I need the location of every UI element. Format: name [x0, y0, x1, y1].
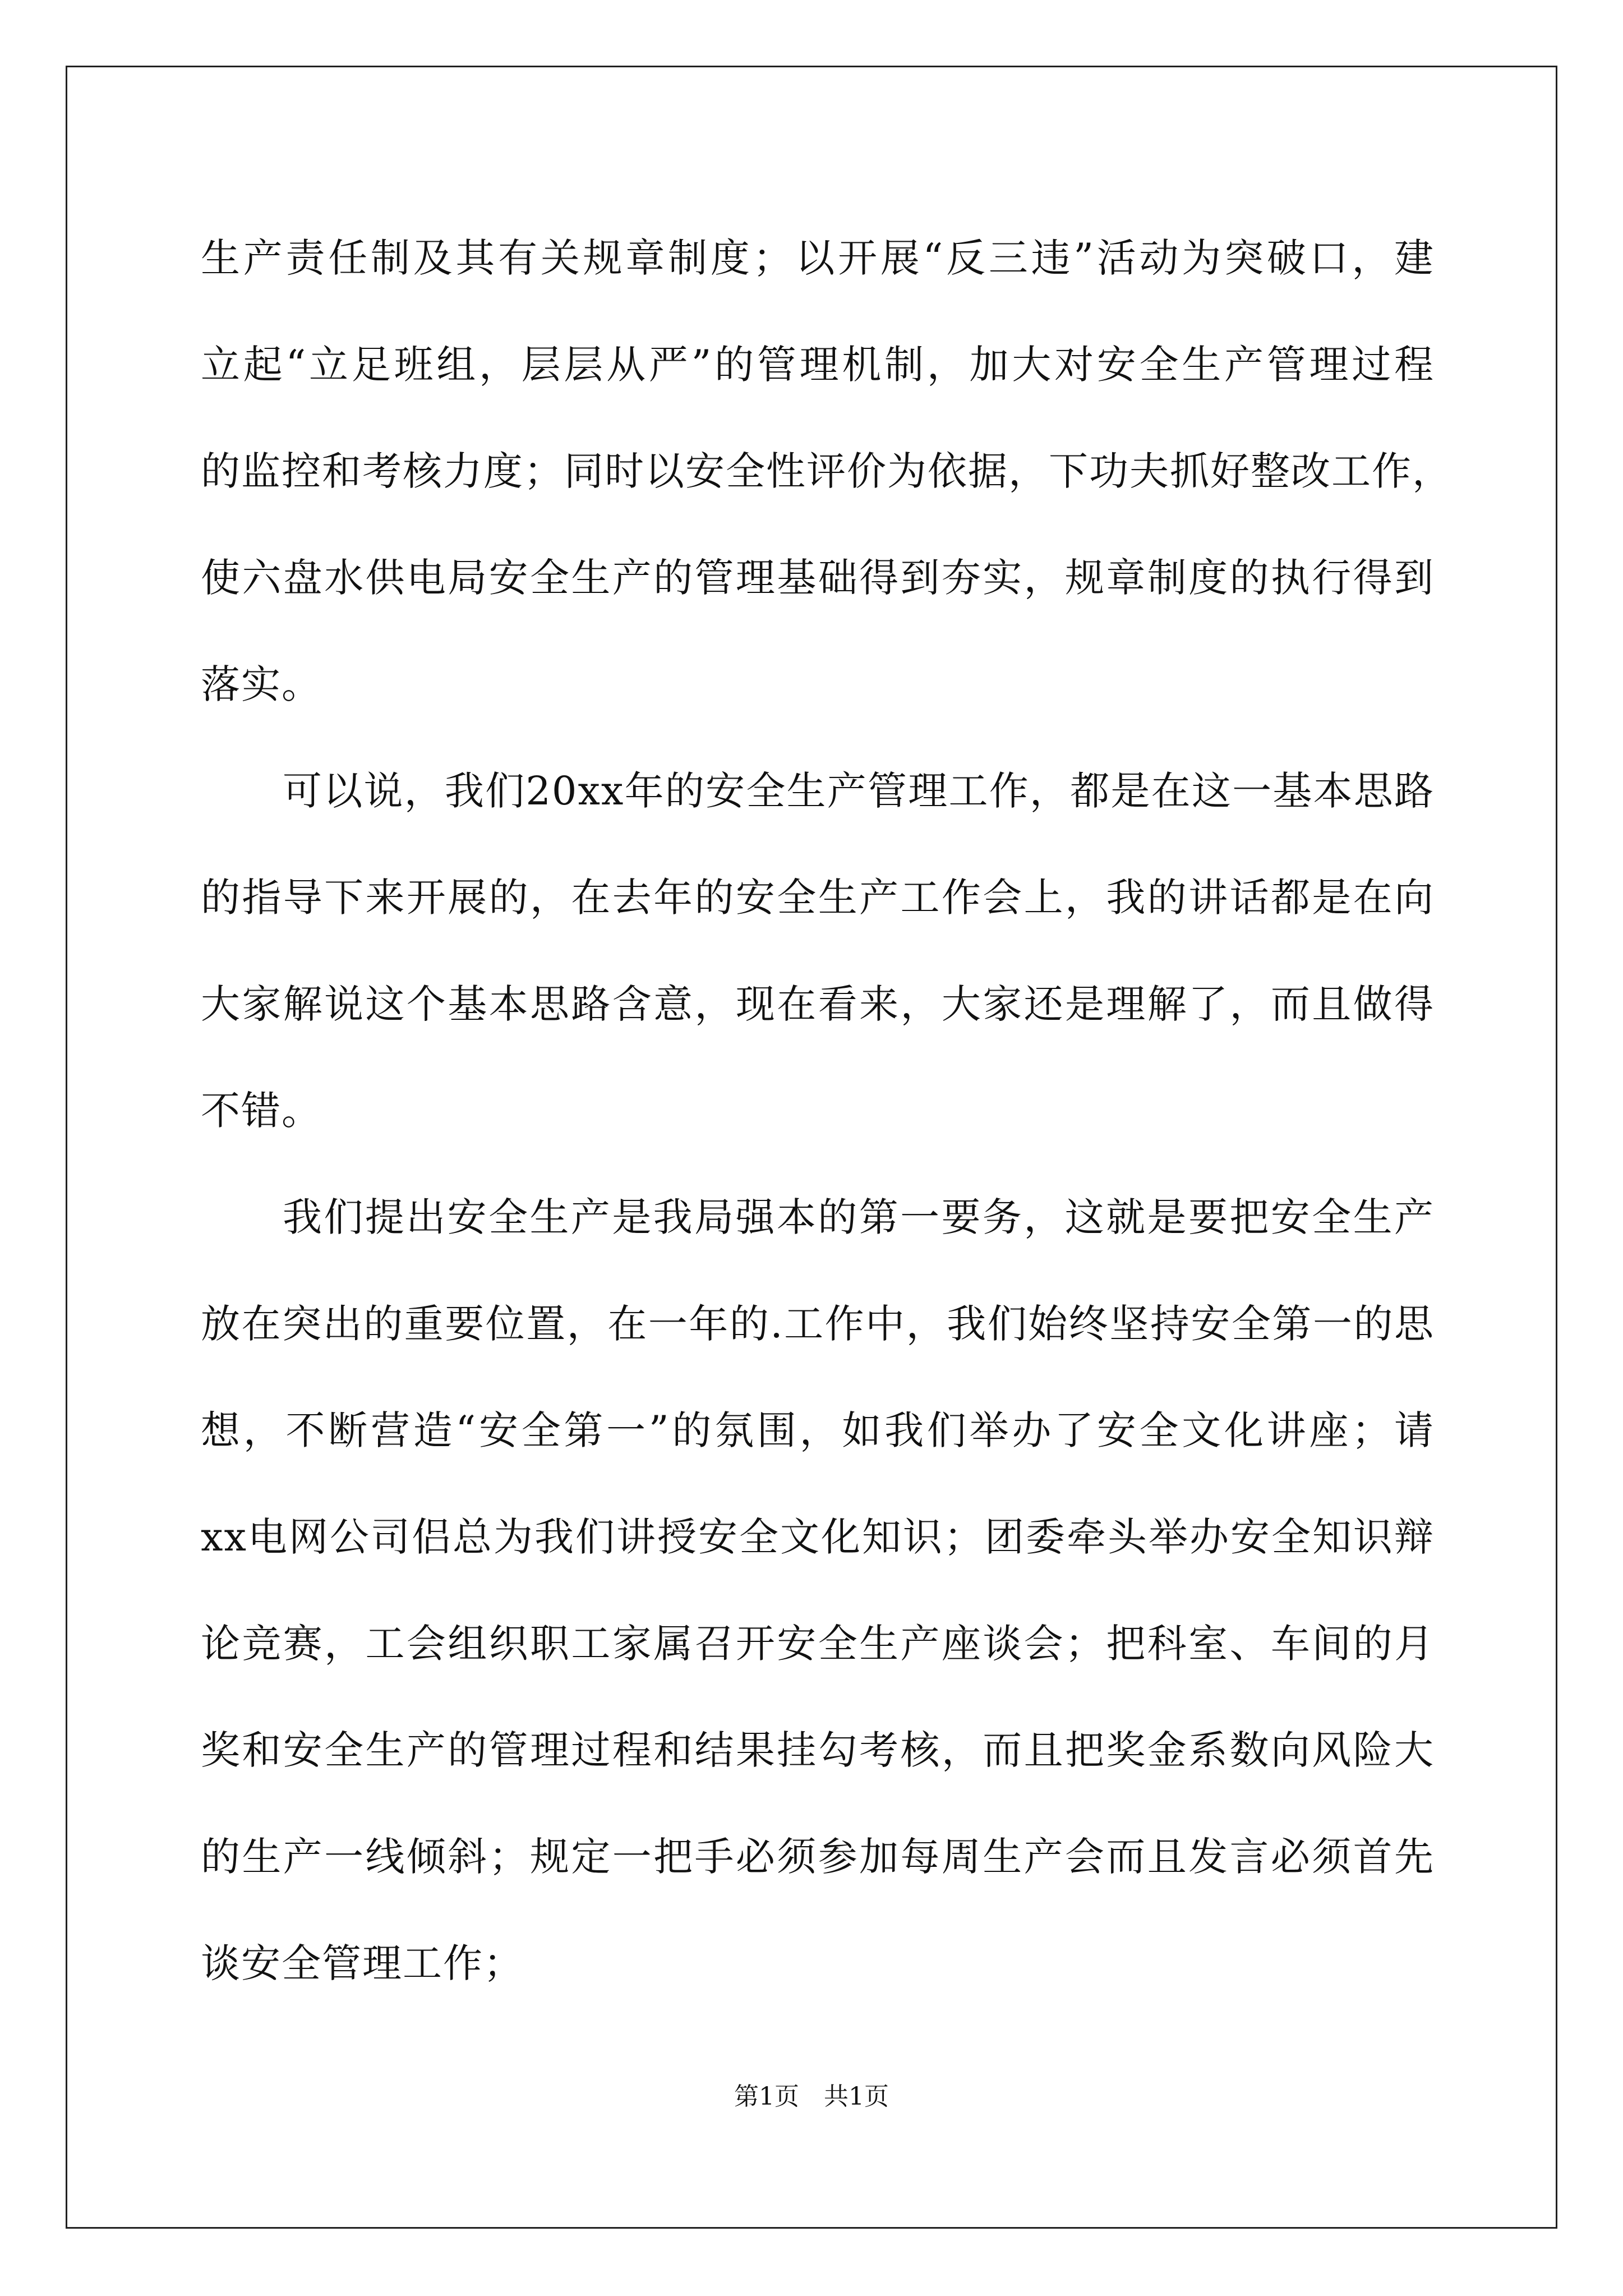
text-line: 想，不断营造“安全第一”的氛围，如我们举办了安全文化讲座；请 [201, 1407, 1435, 1453]
text-line: 的监控和考核力度；同时以安全性评价为依据，下功夫抓好整改工作， [201, 448, 1453, 494]
text-line: 我们提出安全生产是我局强本的第一要务，这就是要把安全生产 [283, 1194, 1435, 1240]
text-line: 谈安全管理工作； [201, 1940, 524, 1986]
text-line: 奖和安全生产的管理过程和结果挂勾考核，而且把奖金系数向风险大 [201, 1727, 1435, 1773]
text-line: 放在突出的重要位置，在一年的.工作中，我们始终坚持安全第一的思 [201, 1301, 1435, 1347]
text-line: 可以说，我们20xx年的安全生产管理工作，都是在这一基本思路 [283, 768, 1435, 814]
text-line: 使六盘水供电局安全生产的管理基础得到夯实，规章制度的执行得到 [201, 555, 1435, 601]
document-body [201, 205, 1453, 2017]
text-line: xx电网公司侣总为我们讲授安全文化知识；团委牵头举办安全知识辩 [201, 1514, 1435, 1560]
text-line: 的指导下来开展的，在去年的安全生产工作会上，我的讲话都是在向 [201, 875, 1435, 921]
text-line: 落实。 [201, 661, 322, 707]
text-line: 的生产一线倾斜；规定一把手必须参加每周生产会而且发言必须首先 [201, 1834, 1435, 1880]
page-number-footer: 第1页 共1页 [734, 2082, 889, 2111]
text-line: 大家解说这个基本思路含意，现在看来，大家还是理解了，而且做得 [201, 981, 1435, 1027]
text-line: 论竞赛，工会组织职工家属召开安全生产座谈会；把科室、车间的月 [201, 1621, 1435, 1667]
text-line: 生产责任制及其有关规章制度；以开展“反三违”活动为突破口，建 [201, 235, 1435, 281]
text-line: 立起“立足班组，层层从严”的管理机制，加大对安全生产管理过程 [201, 342, 1435, 388]
text-line: 不错。 [201, 1088, 322, 1134]
